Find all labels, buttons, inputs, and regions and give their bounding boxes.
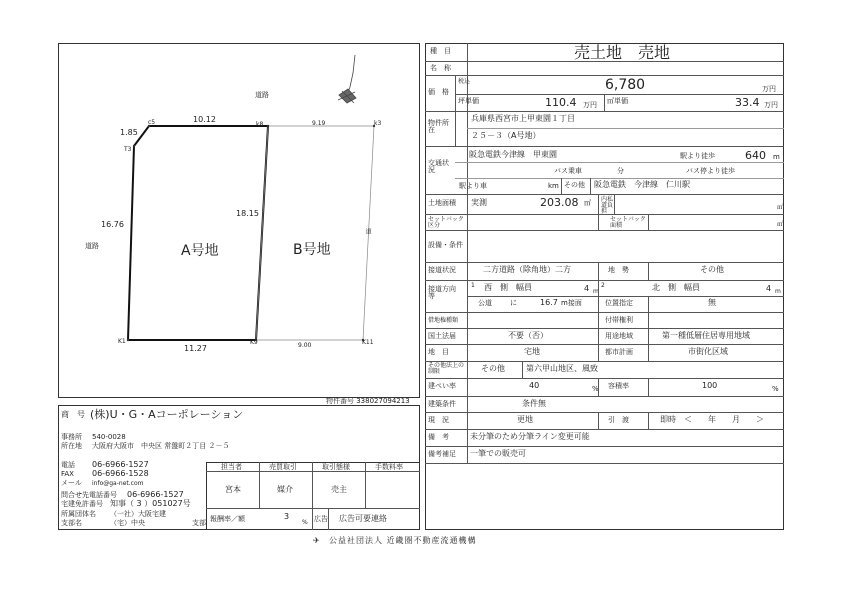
zoning: 第一種低層住居専用地域	[662, 331, 750, 340]
listing-title: 売土地 売地	[574, 43, 671, 62]
staff-value-0: 宮本	[225, 485, 241, 494]
road-right-label: 道	[364, 228, 371, 234]
location-label: 物件所在	[428, 119, 449, 134]
chimoku-label: 地 目	[428, 348, 449, 356]
inquiry-label: 問合せ先電話番号	[61, 491, 117, 499]
zoning-label: 用途地域	[605, 332, 633, 340]
road1-no: 1	[471, 282, 475, 289]
remarks-label: 設備・条件	[428, 241, 463, 249]
delivery-label: 引 渡	[608, 416, 629, 424]
branch-suffix: 支部	[192, 519, 206, 527]
land-law: 不要（否）	[508, 331, 548, 340]
private-road-label: 内私道負担	[601, 196, 614, 215]
dim-top-b: 9.19	[312, 120, 326, 127]
far-unit: %	[772, 385, 779, 393]
type-label: 種 目	[430, 47, 451, 55]
terrain-label: 地 勢	[608, 266, 629, 274]
other-limit-label: その他法上の制限	[428, 362, 465, 375]
location-line-1: 兵庫県西宮市上甲東園１丁目	[471, 114, 575, 123]
listing-number: 物件番号 338027094213	[326, 397, 410, 405]
road1-unit: m	[593, 288, 599, 295]
road-status-label: 接道状況	[428, 266, 456, 274]
dim-top-a: 10.12	[193, 115, 216, 124]
attach-label: 付帯権利	[605, 316, 633, 324]
traffic-label: 交通状況	[428, 159, 449, 174]
position-label: 位置指定	[605, 299, 633, 307]
staff-value-2: 売主	[331, 485, 347, 494]
road2: 北 側 幅員	[652, 283, 700, 292]
road2-unit: m	[775, 288, 781, 295]
current-label: 現 況	[428, 416, 449, 424]
other: 阪急電鉄 今津線 仁川駅	[594, 180, 690, 189]
ad-label: 広告	[314, 515, 328, 523]
office-zip: 540-0028	[92, 433, 126, 441]
trade-name: (株)U・G・Aコーポレーション	[90, 408, 244, 421]
far: 100	[702, 381, 718, 390]
dim-mid: 18.15	[236, 209, 259, 218]
road-top-label: 道路	[255, 91, 269, 99]
location-line-2: ２５－３（A号地）	[471, 131, 541, 140]
north-arrow-icon	[338, 55, 356, 103]
bcr-label: 建ぺい率	[428, 382, 456, 390]
terrain: その他	[700, 265, 724, 274]
price-label: 価 格	[428, 88, 449, 96]
bcr: 40	[529, 381, 540, 390]
footer-org: 公益社団法人 近畿圏不動産流通機構	[329, 536, 477, 545]
tel: 06-6966-1527	[92, 460, 149, 469]
from-station: 駅より車	[459, 182, 487, 190]
lot-b-outline	[256, 126, 374, 340]
staff-header-3: 手数料率	[375, 463, 403, 471]
commission-label: 報酬率／額	[210, 515, 245, 523]
build-cond: 条件無	[522, 399, 546, 408]
staff-header-1: 売買取引	[269, 463, 297, 471]
fax: 06-6966-1528	[92, 469, 149, 478]
dim-left: 16.76	[101, 220, 124, 229]
dim-bottom-b: 9.00	[298, 342, 312, 349]
assoc: （一社）大阪宅建	[110, 510, 166, 518]
pt-t3: T3	[124, 146, 132, 153]
land-area-type: 実測	[471, 198, 487, 207]
staff-header-0: 担当者	[221, 463, 242, 471]
land-law-label: 国土法届	[428, 332, 456, 340]
position: 無	[708, 298, 716, 307]
mail-label: メール	[61, 479, 82, 487]
pt-k8: k8	[256, 121, 264, 128]
land-area: 203.08	[540, 196, 579, 209]
far-label: 容積率	[608, 382, 629, 390]
price-sub: 税込	[458, 78, 471, 85]
tsubo-price: 110.4	[545, 96, 577, 109]
license: 知事（ 3 ）051027号	[110, 499, 191, 508]
other-label: その他	[564, 181, 585, 189]
footer-logo-icon: ✈	[313, 536, 320, 545]
pt-c5: c5	[148, 119, 156, 126]
road2-width: 4	[766, 284, 772, 293]
pt-k3: k3	[374, 120, 382, 127]
pt-k9: K9	[250, 339, 258, 346]
urban: 市街化区域	[688, 347, 728, 356]
tel-label: 電話	[61, 461, 75, 469]
commission-unit: %	[302, 519, 308, 526]
setback-label: セットバック区分	[428, 216, 464, 229]
delivery: 即時 ＜ 年 月 ＞	[660, 415, 764, 424]
dim-bottom-a: 11.27	[184, 344, 207, 353]
address: 大阪府大阪市 中央区 常盤町２丁目 ２－５	[92, 442, 230, 450]
price: 6,780	[605, 77, 646, 93]
office-label: 事務所	[61, 433, 82, 441]
other-limit-type: その他	[481, 364, 505, 373]
assoc-label: 所属団体名	[61, 510, 96, 518]
commission-value: 3	[284, 512, 290, 521]
pt-k11: K11	[362, 339, 374, 346]
public-label: 公道	[478, 299, 492, 307]
notes2: 一筆での販売可	[470, 449, 526, 458]
tsubo-label: 坪単価	[458, 97, 479, 105]
branch-label: 支部名	[61, 519, 82, 527]
walk-label: 駅より徒歩	[680, 152, 715, 160]
walk-unit: m	[773, 153, 780, 161]
bus-min: 分	[617, 167, 624, 175]
walk: 640	[745, 149, 766, 162]
lot-a-outline	[128, 126, 268, 340]
fax-label: FAX	[61, 470, 74, 478]
public-len-suf: m接面	[561, 299, 582, 307]
km: km	[548, 182, 559, 190]
lot-a-label: A号地	[181, 243, 219, 259]
bus-label: バス乗車	[554, 167, 582, 175]
pt-k1: K1	[118, 338, 126, 345]
setback-area-label: セットバック面積	[610, 216, 646, 229]
road2-no: 2	[601, 282, 605, 289]
road-left-label: 道路	[85, 242, 99, 250]
bus-walk-label: バス停より徒歩	[686, 167, 735, 175]
public-len-pre: に	[510, 299, 517, 307]
ad-value: 広告可要連絡	[339, 514, 387, 523]
mail: info@ga-net.com	[92, 480, 144, 487]
setback-unit: ㎡	[777, 221, 784, 228]
bcr-unit: %	[592, 385, 599, 393]
license-label: 宅建免許番号	[61, 500, 103, 508]
urban-label: 都市計画	[605, 348, 633, 356]
road-dir-label: 接道方向等	[428, 285, 456, 300]
branch: （宅）中央	[110, 519, 145, 527]
public-len: 16.7	[540, 298, 558, 307]
road-status: 二方道路（除角地）二方	[483, 265, 571, 274]
notes: 未分筆のため分筆ライン変更可能	[470, 432, 590, 441]
current: 更地	[517, 415, 533, 424]
lot-b-label: B号地	[293, 242, 331, 258]
land-area-unit: ㎡	[584, 199, 591, 207]
chimoku: 宅地	[524, 347, 540, 356]
address-label: 所在地	[61, 442, 82, 450]
notes2-label: 備考補足	[428, 450, 456, 458]
station-line: 阪急電鉄今津線 甲東園	[469, 150, 557, 159]
build-cond-label: 建築条件	[428, 400, 456, 408]
sqm-price: 33.4	[735, 96, 760, 109]
trade-label: 商 号	[61, 410, 85, 419]
land-area-label: 土地面積	[428, 199, 456, 207]
dim-top-left: 1.85	[120, 128, 138, 137]
lease-label: 借地権種類	[428, 317, 459, 324]
private-road-unit: ㎡	[777, 204, 784, 211]
sqm-label: ㎡単価	[607, 97, 628, 105]
other-limit: 第六甲山地区、風致	[526, 364, 598, 373]
staff-header-2: 取引態様	[322, 463, 350, 471]
price-unit: 万円	[762, 85, 776, 93]
inquiry-tel: 06-6966-1527	[127, 490, 184, 499]
name-label: 名 称	[430, 64, 451, 72]
sqm-unit: 万円	[764, 101, 778, 109]
notes-label: 備 考	[428, 433, 449, 441]
staff-value-1: 媒介	[277, 485, 293, 494]
road1-width: 4	[584, 284, 590, 293]
tsubo-unit: 万円	[583, 101, 597, 109]
road1: 西 側 幅員	[484, 283, 532, 292]
